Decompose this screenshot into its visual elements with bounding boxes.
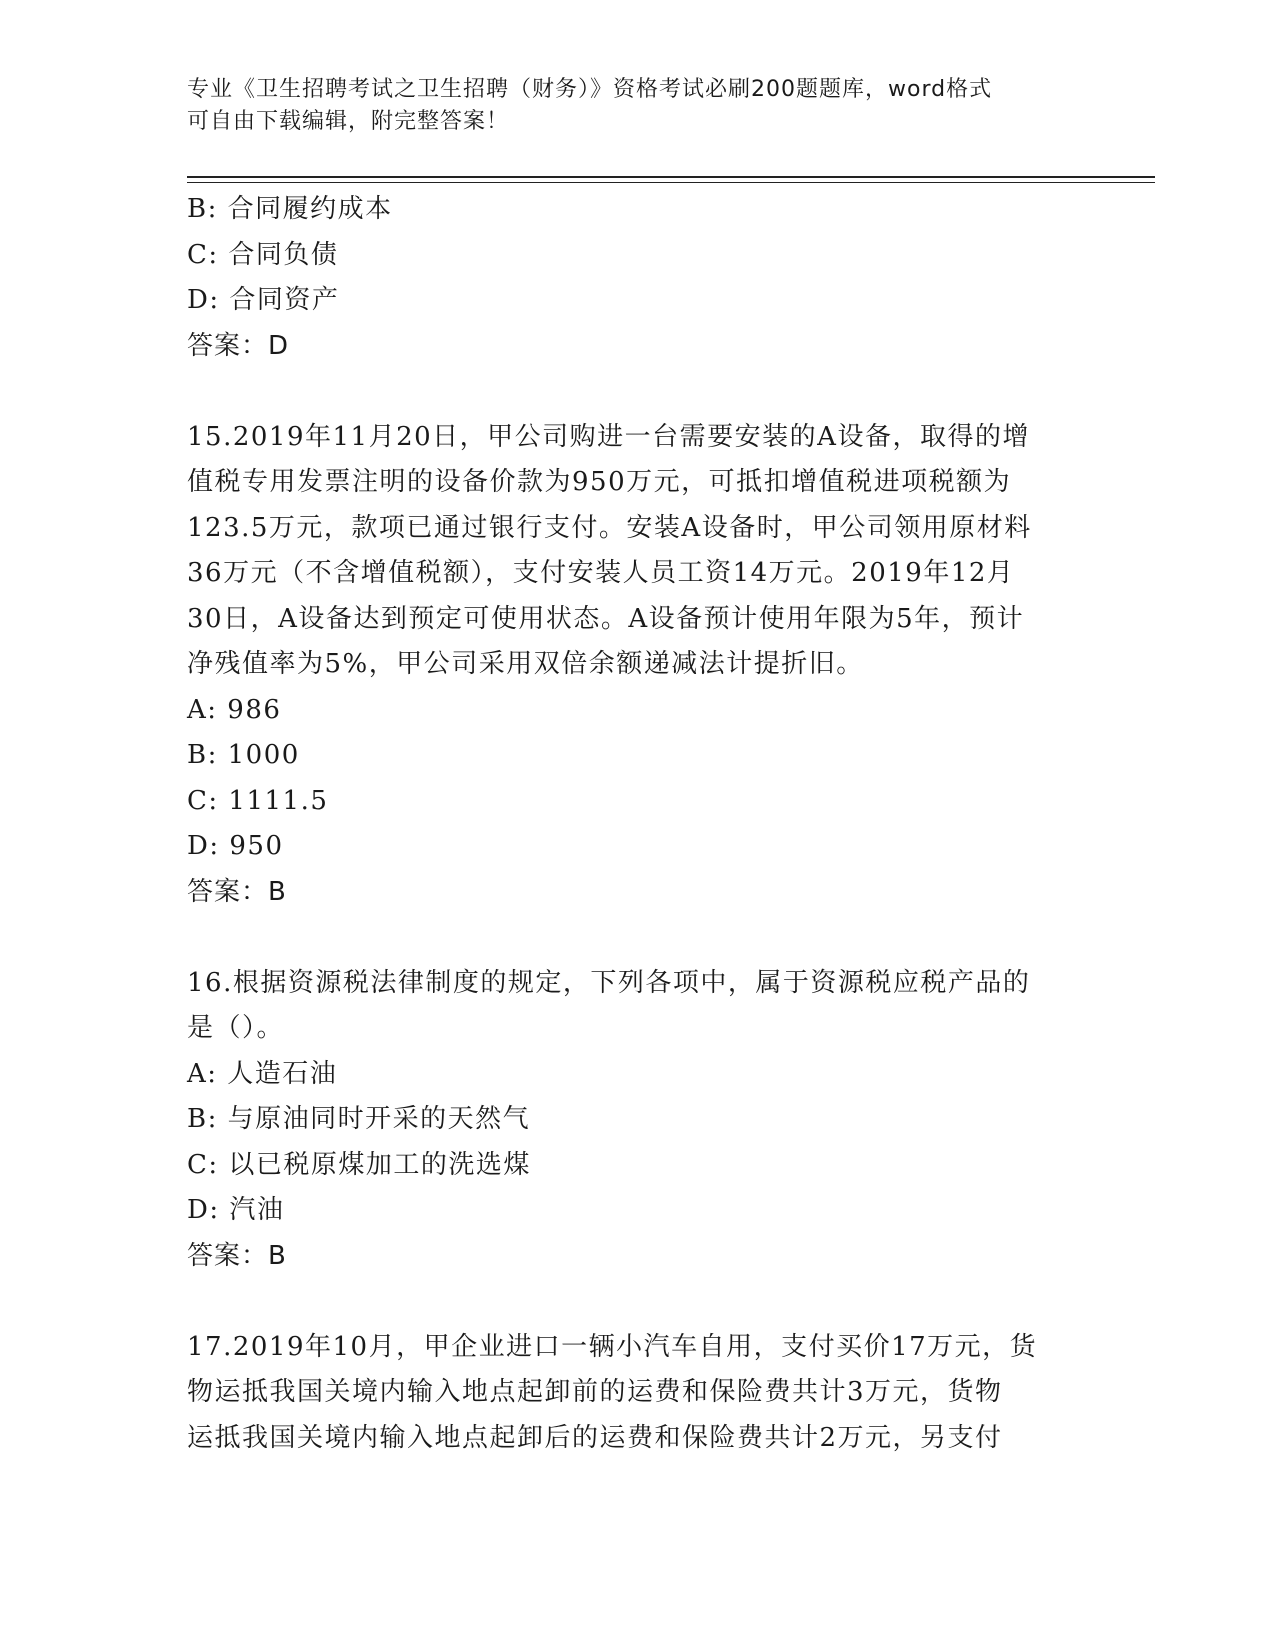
question-17	[187, 1325, 1087, 1462]
question-text-line: 物运抵我国关境内输入地点起卸前的运费和保险费共计3万元，货物	[187, 1377, 1003, 1407]
option-b: B: 与原油同时开采的天然气	[187, 1104, 531, 1134]
question-text-line: 17.2019年10月，甲企业进口一辆小汽车自用，支付买价17万元，货	[187, 1331, 1038, 1362]
question-text-line: 运抵我国关境内输入地点起卸后的运费和保险费共计2万元，另支付	[187, 1422, 1003, 1453]
option-b: B: 1000	[187, 740, 300, 770]
option-c: C: 以已税原煤加工的洗选煤	[187, 1149, 531, 1180]
question-text-line: 15.2019年11月20日，甲公司购进一台需要安装的A设备，取得的增	[187, 421, 1030, 452]
option-b: B: 合同履约成本	[187, 194, 393, 224]
question-text-line: 16.根据资源税法律制度的规定，下列各项中，属于资源税应税产品的	[187, 967, 1031, 998]
question-text-line: 36万元（不含增值税额），支付安装人员工资14万元。2019年12月	[187, 558, 1015, 588]
option-c: C: 1111.5	[187, 785, 329, 816]
option-d: D: 汽油	[187, 1195, 285, 1225]
answer-line: 答案：D	[187, 330, 290, 361]
header-divider-thick	[187, 176, 1155, 178]
answer-line: 答案：B	[187, 876, 287, 907]
header-divider-thin	[187, 182, 1155, 183]
header-title-line-1: 专业《卫生招聘考试之卫生招聘（财务）》资格考试必刷200题题库，word格式	[187, 77, 993, 102]
question-text-line: 净残值率为5%，甲公司采用双倍余额递减法计提折旧。	[187, 649, 864, 679]
spacer	[187, 1279, 1087, 1325]
document-header	[187, 74, 1067, 138]
question-text-line: 值税专用发票注明的设备价款为950万元，可抵扣增值税进项税额为	[187, 467, 1012, 497]
spacer	[187, 915, 1087, 961]
spacer	[187, 369, 1087, 415]
question-14-tail	[187, 187, 1087, 369]
option-c: C: 合同负债	[187, 239, 339, 270]
question-15	[187, 415, 1087, 916]
question-text-line: 30日，A设备达到预定可使用状态。A设备预计使用年限为5年，预计	[187, 603, 1025, 634]
question-16	[187, 961, 1087, 1280]
option-d: D: 950	[187, 831, 284, 861]
option-a: A: 986	[187, 694, 282, 725]
question-text-line: 是（）。	[187, 1013, 285, 1043]
question-list	[187, 187, 1087, 1461]
header-title-line-2: 可自由下载编辑，附完整答案！	[187, 109, 510, 134]
question-text-line: 123.5万元，款项已通过银行支付。安装A设备时，甲公司领用原材料	[187, 512, 1032, 543]
answer-line: 答案：B	[187, 1240, 287, 1271]
option-a: A: 人造石油	[187, 1058, 338, 1089]
option-d: D: 合同资产	[187, 285, 340, 315]
